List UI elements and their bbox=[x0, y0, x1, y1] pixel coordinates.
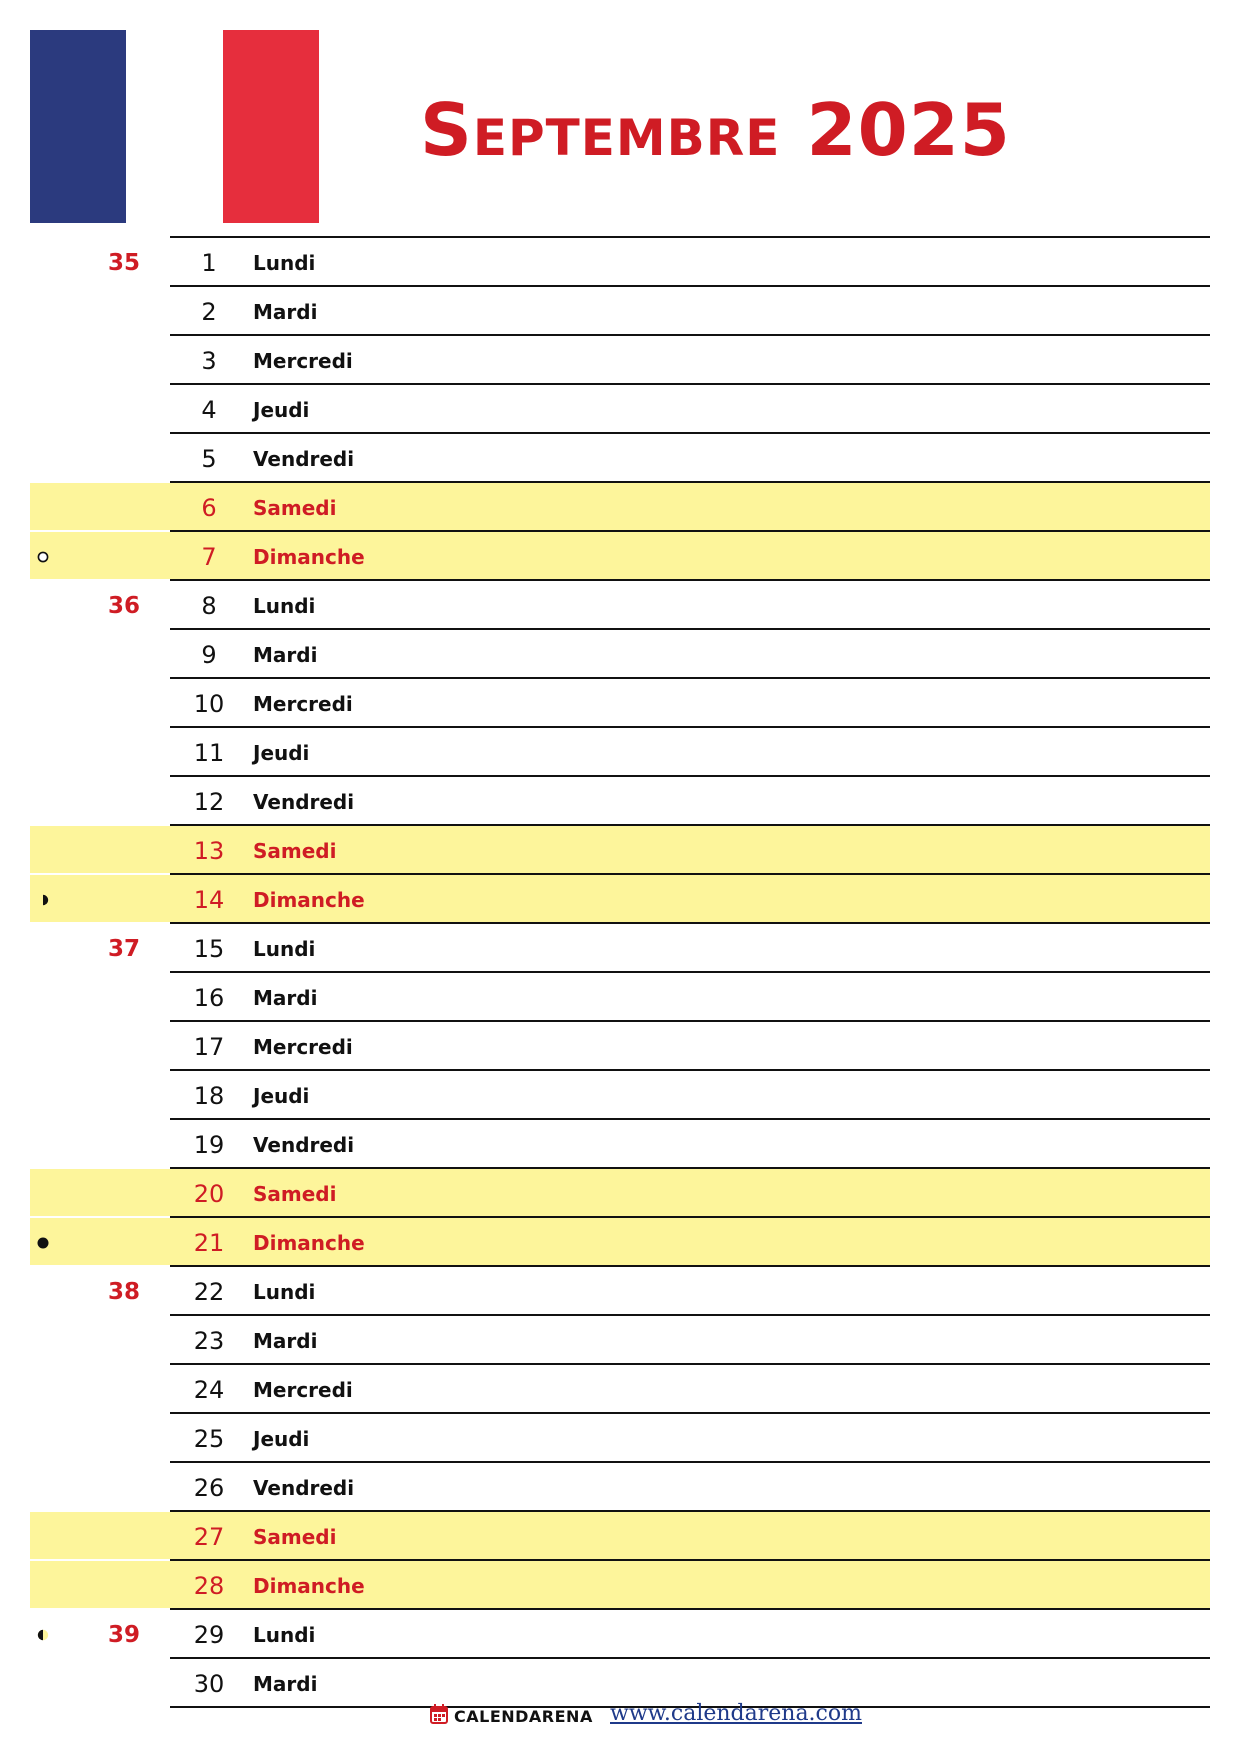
day-row bbox=[0, 238, 1240, 287]
week-number: 36 bbox=[107, 593, 140, 619]
day-number: 27 bbox=[193, 1523, 225, 1551]
day-row bbox=[0, 1463, 1240, 1512]
day-name: Jeudi bbox=[253, 1084, 310, 1108]
day-name: Dimanche bbox=[253, 1231, 365, 1255]
day-row bbox=[0, 1512, 1240, 1561]
flag-red-stripe bbox=[223, 30, 319, 223]
week-number: 39 bbox=[107, 1622, 140, 1648]
day-row bbox=[0, 1316, 1240, 1365]
full-moon-icon bbox=[37, 550, 49, 562]
calendar-icon bbox=[430, 1704, 448, 1729]
day-number: 1 bbox=[201, 249, 217, 277]
day-number: 9 bbox=[201, 641, 217, 669]
day-row bbox=[0, 973, 1240, 1022]
day-row bbox=[0, 1561, 1240, 1610]
day-name: Mercredi bbox=[253, 692, 353, 716]
day-name: Mardi bbox=[253, 1672, 318, 1696]
day-number: 24 bbox=[193, 1376, 225, 1404]
day-number: 14 bbox=[193, 886, 225, 914]
day-name: Dimanche bbox=[253, 888, 365, 912]
day-number: 13 bbox=[193, 837, 225, 865]
day-row bbox=[0, 434, 1240, 483]
day-name: Lundi bbox=[253, 1280, 316, 1304]
day-number: 25 bbox=[193, 1425, 225, 1453]
day-number: 26 bbox=[193, 1474, 225, 1502]
first-quarter-moon-icon bbox=[37, 1628, 49, 1640]
day-name: Mardi bbox=[253, 300, 318, 324]
day-row bbox=[0, 1218, 1240, 1267]
day-name: Samedi bbox=[253, 1525, 337, 1549]
day-name: Mardi bbox=[253, 643, 318, 667]
new-moon-icon bbox=[37, 1236, 49, 1248]
day-name: Vendredi bbox=[253, 790, 355, 814]
day-number: 20 bbox=[193, 1180, 225, 1208]
day-row bbox=[0, 630, 1240, 679]
day-name: Samedi bbox=[253, 496, 337, 520]
day-number: 3 bbox=[201, 347, 217, 375]
day-row bbox=[0, 777, 1240, 826]
flag-blue-stripe bbox=[30, 30, 126, 223]
day-row bbox=[0, 581, 1240, 630]
day-name: Mercredi bbox=[253, 1035, 353, 1059]
day-name: Jeudi bbox=[253, 398, 310, 422]
day-name: Mardi bbox=[253, 1329, 318, 1353]
day-name: Samedi bbox=[253, 839, 337, 863]
day-number: 30 bbox=[193, 1670, 225, 1698]
day-name: Vendredi bbox=[253, 1133, 355, 1157]
footer-url-link[interactable]: www.calendarena.com bbox=[610, 1701, 862, 1726]
day-number: 10 bbox=[193, 690, 225, 718]
week-number: 35 bbox=[107, 250, 140, 276]
day-number: 16 bbox=[193, 984, 225, 1012]
day-name: Samedi bbox=[253, 1182, 337, 1206]
day-number: 2 bbox=[201, 298, 217, 326]
day-name: Lundi bbox=[253, 594, 316, 618]
day-row bbox=[0, 287, 1240, 336]
last-quarter-moon-icon bbox=[37, 893, 49, 905]
day-number: 4 bbox=[201, 396, 217, 424]
day-row bbox=[0, 728, 1240, 777]
day-row bbox=[0, 483, 1240, 532]
day-name: Vendredi bbox=[253, 1476, 355, 1500]
footer-logo-text: CALENDARENA bbox=[454, 1707, 593, 1726]
footer-logo[interactable] bbox=[430, 1704, 593, 1729]
day-number: 12 bbox=[193, 788, 225, 816]
day-row bbox=[0, 1022, 1240, 1071]
day-row bbox=[0, 1169, 1240, 1218]
week-number: 38 bbox=[107, 1279, 140, 1305]
day-name: Jeudi bbox=[253, 741, 310, 765]
day-number: 29 bbox=[193, 1621, 225, 1649]
day-row bbox=[0, 1365, 1240, 1414]
day-number: 5 bbox=[201, 445, 217, 473]
day-name: Mardi bbox=[253, 986, 318, 1010]
day-number: 21 bbox=[193, 1229, 225, 1257]
day-name: Dimanche bbox=[253, 545, 365, 569]
day-name: Vendredi bbox=[253, 447, 355, 471]
day-row bbox=[0, 1120, 1240, 1169]
day-row bbox=[0, 1071, 1240, 1120]
day-row bbox=[0, 924, 1240, 973]
day-row bbox=[0, 679, 1240, 728]
day-number: 6 bbox=[201, 494, 217, 522]
day-number: 22 bbox=[193, 1278, 225, 1306]
day-row bbox=[0, 385, 1240, 434]
day-number: 7 bbox=[201, 543, 217, 571]
day-row bbox=[0, 826, 1240, 875]
day-row bbox=[0, 1267, 1240, 1316]
day-name: Lundi bbox=[253, 1623, 316, 1647]
day-number: 11 bbox=[193, 739, 225, 767]
page-title: Septembre 2025 bbox=[420, 88, 1011, 172]
day-row bbox=[0, 875, 1240, 924]
day-name: Lundi bbox=[253, 937, 316, 961]
day-row bbox=[0, 532, 1240, 581]
day-number: 28 bbox=[193, 1572, 225, 1600]
day-row bbox=[0, 1414, 1240, 1463]
day-name: Jeudi bbox=[253, 1427, 310, 1451]
day-number: 23 bbox=[193, 1327, 225, 1355]
day-number: 17 bbox=[193, 1033, 225, 1061]
day-name: Mercredi bbox=[253, 349, 353, 373]
day-number: 15 bbox=[193, 935, 225, 963]
day-row bbox=[0, 336, 1240, 385]
day-name: Dimanche bbox=[253, 1574, 365, 1598]
day-row bbox=[0, 1610, 1240, 1659]
day-number: 18 bbox=[193, 1082, 225, 1110]
day-number: 19 bbox=[193, 1131, 225, 1159]
day-name: Mercredi bbox=[253, 1378, 353, 1402]
day-number: 8 bbox=[201, 592, 217, 620]
week-number: 37 bbox=[107, 936, 140, 962]
day-list bbox=[0, 238, 1240, 1708]
day-name: Lundi bbox=[253, 251, 316, 275]
